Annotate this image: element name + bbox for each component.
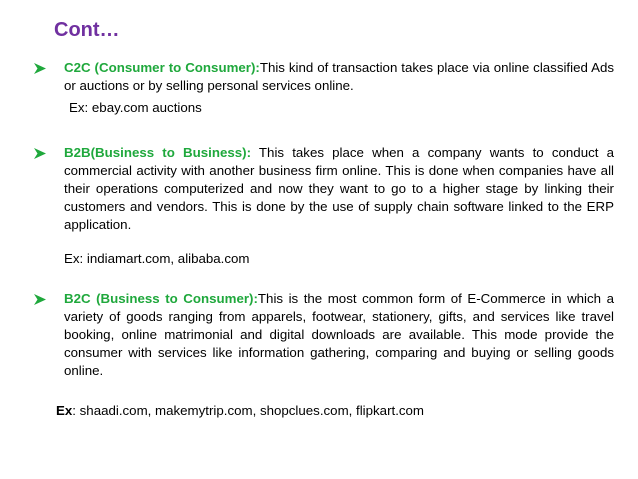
bullet-b2c [34,290,614,380]
bullet-b2b-term: B2B(Business to Business): [64,145,251,160]
bullet-b2b-text [64,144,614,234]
bullet-c2c-term: C2C (Consumer to Consumer): [64,60,260,75]
bullet-c2c-text [64,59,614,95]
arrow-bullet-icon [34,144,48,162]
bullet-b2c-term: B2C (Business to Consumer): [64,291,258,306]
bullet-b2b-body: This takes place when a company wants to conduct a commercial activity with another business firm online. This is done when companies have all their operations computerized and now they want to go to a higher stage by linking their customers and vendors. This is done by the use of supply chain software linked to the ERP application. [64,145,614,232]
bullet-c2c [34,59,614,95]
example-b2b: Ex: indiamart.com, alibaba.com [64,251,250,266]
bullet-b2c-body: This is the most common form of E-Commerce in which a variety of goods ranging from apparels, footwear, stationery, gifts, and services like travel booking, online matrimonial and digital downloads are available. This mode provide the consumer with services like information gathering, comparing and buying or selling goods online. [64,291,614,378]
bullet-b2b [34,144,614,234]
example-c2c: Ex: ebay.com auctions [69,100,202,115]
bullet-c2c-body: This kind of transaction takes place via online classified Ads or auctions or by selling personal services online. [64,60,614,93]
bullet-b2c-text [64,290,614,380]
example-b2c [56,402,424,420]
arrow-bullet-icon [34,290,48,308]
arrow-bullet-icon [34,59,48,77]
slide-title: Cont… [54,19,120,41]
example-b2c-value: : shaadi.com, makemytrip.com, shopclues.com, flipkart.com [72,403,425,418]
example-b2c-label: Ex [56,403,73,418]
